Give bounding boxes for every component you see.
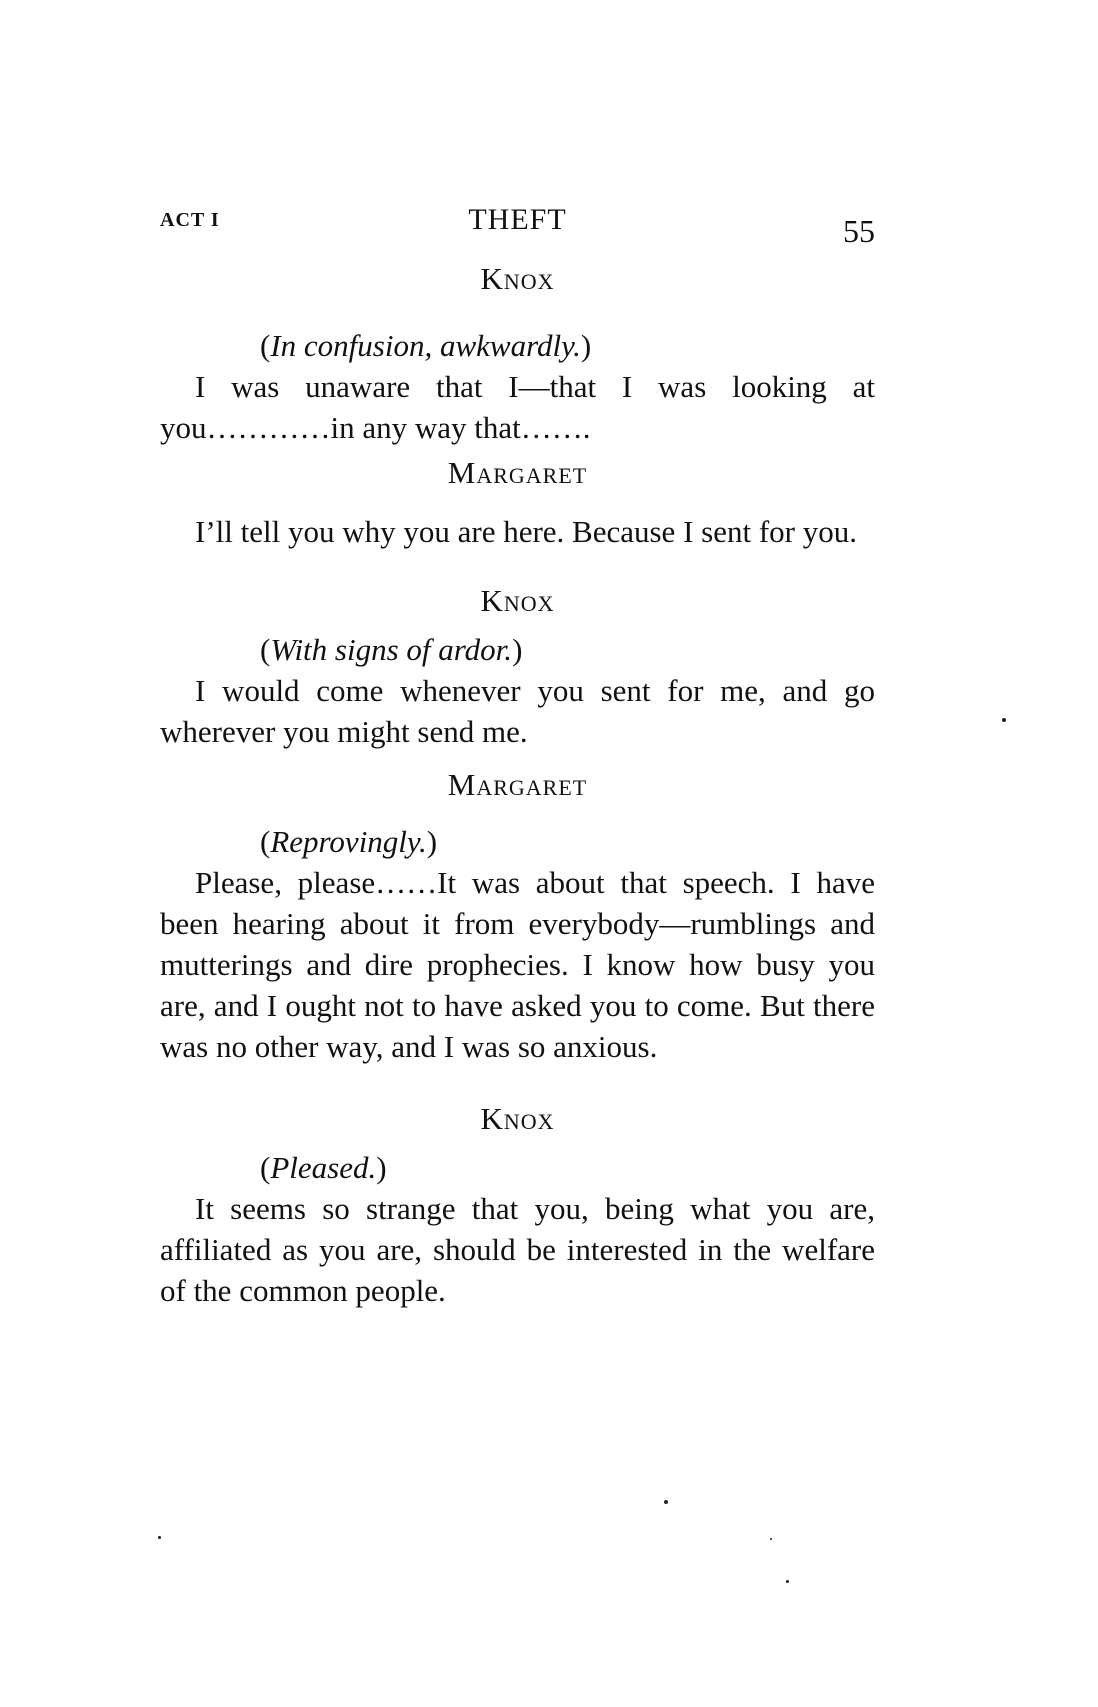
stage-direction: (Reprovingly.) (260, 824, 438, 859)
dialogue-block (160, 258, 875, 448)
stage-direction-text: In confusion, awkwardly. (270, 328, 581, 363)
dialogue-block (160, 1098, 875, 1311)
page-title: THEFT (468, 203, 567, 236)
dialogue-block (160, 764, 875, 1067)
dialogue-block (160, 452, 875, 552)
scan-speck (786, 1580, 789, 1583)
stage-direction: (Pleased.) (260, 1150, 387, 1185)
scan-speck (1002, 718, 1006, 722)
dialogue-block (160, 580, 875, 752)
speaker-name: Margaret (447, 767, 588, 802)
stage-direction-text: Pleased. (270, 1150, 377, 1185)
page-number: 55 (843, 213, 875, 249)
scan-speck (158, 1536, 161, 1539)
speech-text: I was unaware that I—that I was looking at you…………in any way that……. (160, 369, 875, 445)
scan-speck (770, 1538, 772, 1540)
stage-direction: (In confusion, awkwardly.) (260, 328, 592, 363)
stage-direction: (With signs of ardor.) (260, 632, 523, 667)
speaker-name: Margaret (447, 455, 588, 490)
running-head (160, 203, 875, 253)
speech-text: I would come whenever you sent for me, and go wherever you might send me. (160, 673, 875, 749)
stage-direction-text: With signs of ardor. (270, 632, 513, 667)
speech-text: It seems so strange that you, being what you are, affiliated as you are, should be interested in the welfare of the common people. (160, 1191, 875, 1308)
speaker-name: Knox (480, 261, 555, 296)
scan-speck (664, 1500, 668, 1504)
speaker-name: Knox (480, 1101, 555, 1136)
act-label: ACT I (160, 209, 220, 231)
speech-text: I’ll tell you why you are here. Because I sent for you. (195, 514, 857, 549)
speaker-name: Knox (480, 583, 555, 618)
speech-text: Please, please……It was about that speech. I have been hearing about it from everybody—rumblings and mutterings and dire prophecies. I know how busy you are, and I ought not to have asked you to come. But there was no other way, and I was so anxious. (160, 865, 875, 1064)
stage-direction-text: Reprovingly. (270, 824, 427, 859)
